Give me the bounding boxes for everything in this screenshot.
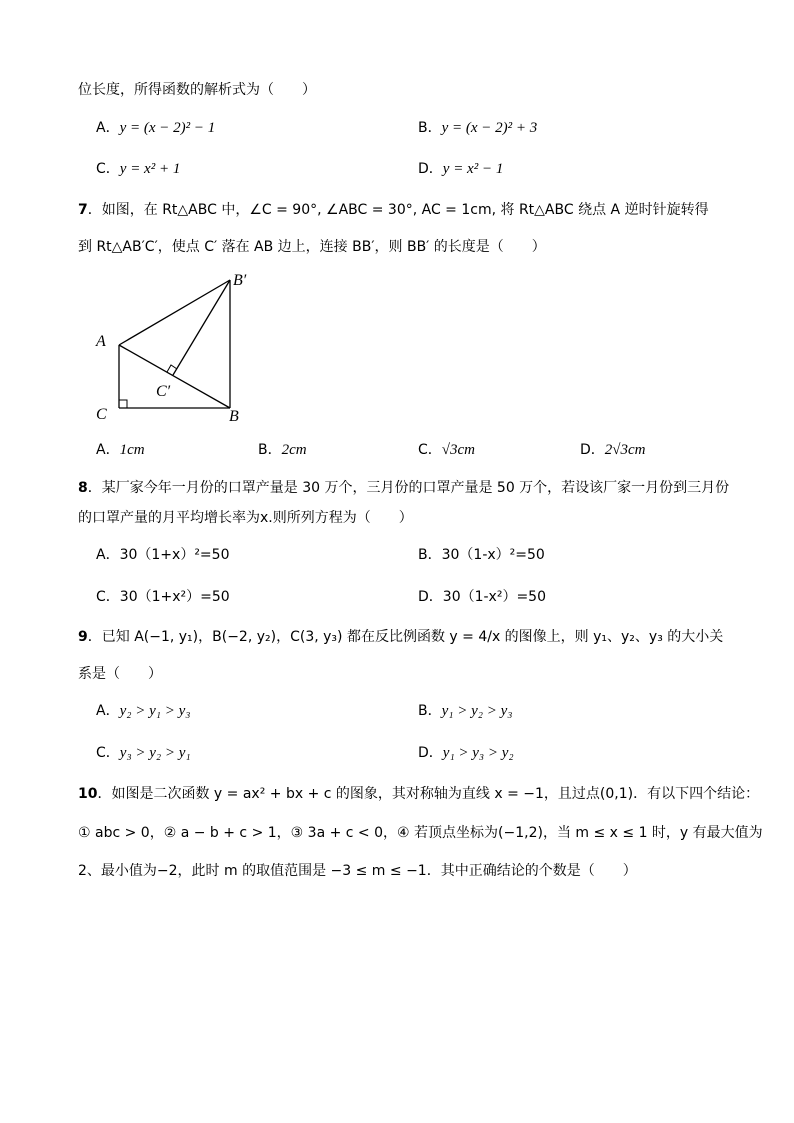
- q9-option-b: [418, 701, 512, 721]
- option-letter: A．: [96, 547, 120, 563]
- q10-stem-line3: [78, 861, 637, 881]
- option-text: 1cm: [119, 442, 145, 458]
- q6-stem-tail: [78, 80, 316, 100]
- segment-b-prime-c-prime: [173, 280, 230, 375]
- stem-text: ．某厂家今年一月份的口罩产量是 30 万个，三月份的口罩产量是 50 万个，若设该厂家一月份到三月份: [87, 480, 730, 496]
- stem-text: ．如图，在 Rt△ABC 中，∠C = 90°, ∠ABC = 30°, AC = 1cm, 将 Rt△ABC 绕点 A 逆时针旋转得: [87, 202, 709, 218]
- option-text: y₃ > y₂ > y₁: [119, 745, 191, 761]
- q10-stem-line2: [78, 823, 763, 843]
- segment-ab: [119, 345, 230, 408]
- q6-option-a: [96, 118, 215, 138]
- q9-option-c: [96, 743, 191, 763]
- stem-text: ．如图是二次函数 y = ax² + bx + c 的图象，其对称轴为直线 x = −1，且过点(0,1)．有以下四个结论：: [97, 786, 760, 802]
- option-text: 30（1+x²）=50: [119, 589, 230, 605]
- option-letter: A．: [96, 442, 120, 458]
- question-number: 10: [78, 786, 98, 802]
- q9-stem-line1: [78, 627, 723, 647]
- q6-option-b: [418, 118, 537, 138]
- stem-text: 的口罩产量的月平均增长率为x.则所列方程为（ ）: [78, 510, 413, 526]
- q7-option-d: [580, 440, 646, 460]
- q8-option-d: [418, 587, 546, 607]
- option-letter: D．: [418, 745, 443, 761]
- option-text: 2cm: [281, 442, 307, 458]
- q8-option-b: [418, 545, 545, 565]
- q7-option-c: [418, 440, 475, 460]
- stem-text: 2、最小值为−2，此时 m 的取值范围是 −3 ≤ m ≤ −1．其中正确结论的个数是（ ）: [78, 863, 637, 879]
- option-text: y = (x − 2)² − 1: [119, 120, 216, 136]
- option-letter: C．: [418, 442, 442, 458]
- label-a: A: [96, 333, 106, 350]
- q6-option-c: [96, 159, 180, 179]
- q9-stem-line2: [78, 664, 162, 684]
- option-letter: D．: [580, 442, 605, 458]
- option-letter: D．: [418, 161, 443, 177]
- stem-text: ① abc > 0，② a − b + c > 1，③ 3a + c < 0，④ 若顶点坐标为(−1,2)，当 m ≤ x ≤ 1 时，y 有最大值为: [78, 825, 763, 841]
- option-text: y₁ > y₂ > y₃: [441, 703, 513, 719]
- q8-stem-line2: [78, 508, 413, 528]
- q9-option-d: [418, 743, 514, 763]
- q7-stem-line2: [78, 237, 546, 257]
- option-text: 30（1-x²）=50: [442, 589, 546, 605]
- right-angle-mark-c: [119, 400, 127, 408]
- option-letter: B．: [418, 120, 442, 136]
- q9-option-a: [96, 701, 190, 721]
- option-letter: C．: [96, 745, 120, 761]
- q8-option-a: [96, 545, 229, 565]
- option-text: 30（1-x）²=50: [441, 547, 545, 563]
- question-number: 8: [78, 480, 88, 496]
- stem-text: 系是（ ）: [78, 666, 162, 682]
- option-text: y₁ > y₃ > y₂: [442, 745, 514, 761]
- q6-stem-text: 位长度，所得函数的解析式为（ ）: [78, 82, 316, 98]
- stem-text: ．已知 A(−1, y₁)，B(−2, y₂)，C(3, y₃) 都在反比例函数 y = 4/x 的图像上，则 y₁、y₂、y₃ 的大小关: [87, 629, 724, 645]
- q6-option-d: [418, 159, 503, 179]
- option-text: y₂ > y₁ > y₃: [119, 703, 191, 719]
- option-letter: C．: [96, 589, 120, 605]
- question-number: 9: [78, 629, 88, 645]
- option-text: 2√3cm: [604, 442, 646, 458]
- q10-stem-line1: [78, 784, 759, 804]
- stem-text: 到 Rt△AB′C′，使点 C′ 落在 AB 边上，连接 BB′，则 BB′ 的长度是（ ）: [78, 239, 546, 255]
- option-letter: A．: [96, 703, 120, 719]
- label-c-prime: C′: [156, 383, 171, 400]
- label-b: B: [229, 408, 239, 425]
- q7-option-a: [96, 440, 145, 460]
- q7-option-b: [258, 440, 307, 460]
- q7-triangle-figure: [90, 268, 250, 428]
- segment-ab-prime: [119, 280, 230, 345]
- q8-option-c: [96, 587, 230, 607]
- option-letter: B．: [418, 547, 442, 563]
- label-b-prime: B′: [233, 272, 247, 289]
- option-letter: B．: [418, 703, 442, 719]
- option-letter: B．: [258, 442, 282, 458]
- option-text: y = x² − 1: [442, 161, 504, 177]
- question-number: 7: [78, 202, 88, 218]
- label-c: C: [96, 406, 107, 423]
- option-letter: A．: [96, 120, 120, 136]
- q7-stem-line1: [78, 200, 709, 220]
- option-letter: C．: [96, 161, 120, 177]
- option-text: y = x² + 1: [119, 161, 181, 177]
- option-text: y = (x − 2)² + 3: [441, 120, 538, 136]
- option-letter: D．: [418, 589, 443, 605]
- option-text: √3cm: [441, 442, 476, 458]
- q8-stem-line1: [78, 478, 729, 498]
- option-text: 30（1+x）²=50: [119, 547, 230, 563]
